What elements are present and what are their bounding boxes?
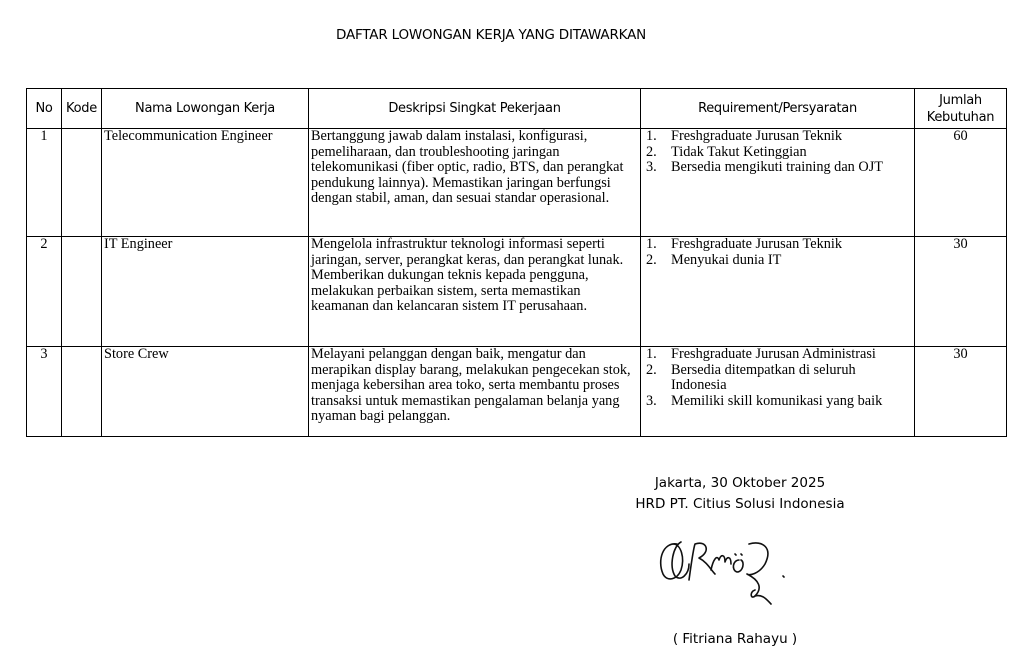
header-nama: Nama Lowongan Kerja bbox=[102, 89, 309, 129]
requirement-item bbox=[643, 253, 912, 269]
requirement-number: 2. bbox=[646, 251, 657, 268]
requirement-item bbox=[643, 363, 912, 394]
cell-kode bbox=[62, 129, 102, 237]
requirement-number: 2. bbox=[646, 361, 657, 378]
requirement-item bbox=[643, 145, 912, 161]
cell-deskripsi: Bertanggung jawab dalam instalasi, konfigurasi, pemeliharaan, dan troubleshooting jaringan telekomunikasi (fiber optic, radio, BTS, dan perangkat pendukung lainnya). Memastikan jaringan berfungsi dengan stabil, aman, dan sesuai standar operasional. bbox=[309, 129, 641, 237]
requirement-text: Tidak Takut Ketinggian bbox=[671, 143, 807, 160]
cell-kode bbox=[62, 237, 102, 347]
requirement-text: Memiliki skill komunikasi yang baik bbox=[671, 392, 883, 409]
signature-block bbox=[600, 473, 880, 515]
cell-requirement bbox=[641, 347, 915, 437]
document-title: DAFTAR LOWONGAN KERJA YANG DITAWARKAN bbox=[335, 27, 646, 43]
cell-no: 1 bbox=[27, 129, 62, 237]
requirement-list bbox=[643, 129, 912, 176]
requirement-number: 2. bbox=[646, 143, 657, 160]
requirement-text: Freshgraduate Jurusan Teknik bbox=[671, 236, 843, 252]
requirement-number: 1. bbox=[646, 236, 657, 252]
requirement-number: 1. bbox=[646, 346, 657, 362]
requirement-number: 1. bbox=[646, 128, 657, 144]
requirement-item bbox=[643, 394, 912, 410]
table-header-row bbox=[27, 89, 1007, 129]
requirement-text: Freshgraduate Jurusan Teknik bbox=[671, 128, 843, 144]
cell-jumlah: 60 bbox=[915, 129, 1007, 237]
table-row bbox=[27, 347, 1007, 437]
cell-jumlah: 30 bbox=[915, 347, 1007, 437]
signer-name: ( Fitriana Rahayu ) bbox=[672, 631, 798, 647]
header-deskripsi: Deskripsi Singkat Pekerjaan bbox=[309, 89, 641, 129]
requirement-text: Menyukai dunia IT bbox=[671, 251, 782, 268]
cell-kode bbox=[62, 347, 102, 437]
requirement-item bbox=[643, 160, 912, 176]
cell-requirement bbox=[641, 237, 915, 347]
table-row bbox=[27, 237, 1007, 347]
signature-stroke bbox=[755, 596, 771, 604]
header-jumlah bbox=[915, 89, 1007, 129]
signature-stroke bbox=[711, 556, 731, 570]
requirement-item bbox=[643, 347, 912, 363]
requirement-number: 3. bbox=[646, 392, 657, 409]
header-requirement: Requirement/Persyaratan bbox=[641, 89, 915, 129]
cell-deskripsi: Mengelola infrastruktur teknologi informasi seperti jaringan, server, perangkat keras, dan perangkat lunak. Memberikan dukungan teknis kepada pengguna, melakukan perbaikan sistem, serta memastikan keamanan dan kelancaran sistem IT perusahaan. bbox=[309, 237, 641, 347]
cell-nama: Telecommunication Engineer bbox=[102, 129, 309, 237]
cell-jumlah: 30 bbox=[915, 237, 1007, 347]
job-vacancy-table bbox=[26, 88, 1007, 437]
signature-stroke bbox=[747, 543, 768, 597]
place-date: Jakarta, 30 Oktober 2025 bbox=[654, 475, 826, 491]
requirement-text: Bersedia ditempatkan di seluruh Indonesia bbox=[671, 361, 856, 394]
requirement-list bbox=[643, 347, 912, 409]
cell-deskripsi: Melayani pelanggan dengan baik, mengatur dan merapikan display barang, melakukan pengecekan stok, menjaga kebersihan area toko, serta membantu proses transaksi untuk memastikan pengalaman belanja yang nyaman bagi pelanggan. bbox=[309, 347, 641, 437]
header-jumlah-line2: Kebutuhan bbox=[926, 109, 995, 125]
header-jumlah-line1: Jumlah bbox=[939, 92, 982, 108]
signature-stroke bbox=[783, 576, 784, 577]
requirement-number: 3. bbox=[646, 159, 657, 176]
table-row bbox=[27, 129, 1007, 237]
requirement-item bbox=[643, 129, 912, 145]
signature-stroke bbox=[689, 543, 715, 580]
header-no: No bbox=[27, 89, 62, 129]
handwritten-signature bbox=[655, 530, 805, 610]
cell-no: 3 bbox=[27, 347, 62, 437]
cell-nama: IT Engineer bbox=[102, 237, 309, 347]
cell-nama: Store Crew bbox=[102, 347, 309, 437]
requirement-text: Freshgraduate Jurusan Administrasi bbox=[671, 346, 876, 362]
header-kode: Kode bbox=[62, 89, 102, 129]
signature-stroke bbox=[733, 560, 743, 572]
requirement-text: Bersedia mengikuti training dan OJT bbox=[671, 159, 884, 176]
requirement-item bbox=[643, 237, 912, 253]
signature-stroke bbox=[735, 554, 742, 555]
organization: HRD PT. Citius Solusi Indonesia bbox=[635, 496, 845, 512]
cell-requirement bbox=[641, 129, 915, 237]
requirement-list bbox=[643, 237, 912, 268]
cell-no: 2 bbox=[27, 237, 62, 347]
